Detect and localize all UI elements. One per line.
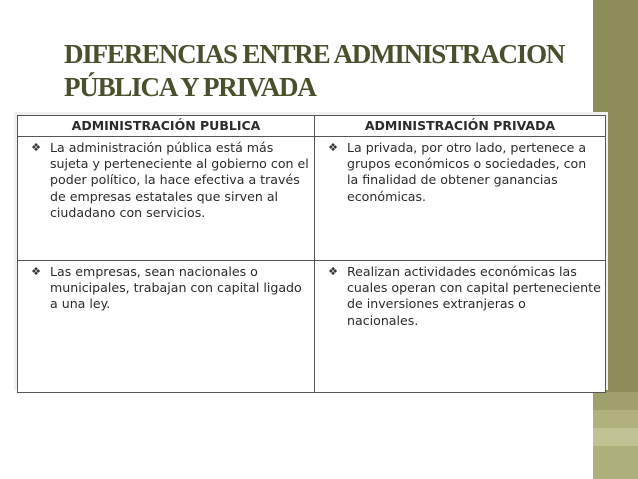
table-cell: [315, 261, 606, 393]
table-cell: [18, 261, 315, 393]
title-line-1: DIFERENCIAS ENTRE ADMINISTRACION: [64, 39, 565, 69]
cell-text: Las empresas, sean nacionales o municipales, trabajan con capital ligado a una ley.: [50, 264, 302, 312]
side-bar-swatch: [593, 428, 638, 446]
diamond-bullet-icon: ❖: [31, 265, 41, 278]
diamond-bullet-icon: ❖: [328, 265, 338, 278]
table-cell: [18, 137, 315, 261]
side-bar-swatch: [593, 392, 638, 410]
table-row: [18, 261, 606, 393]
header-private: ADMINISTRACIÓN PRIVADA: [315, 116, 606, 137]
header-public: ADMINISTRACIÓN PUBLICA: [18, 116, 315, 137]
cell-text: La administración pública está más sujeta y perteneciente al gobierno con el poder político, la hace efectiva a través de empresas estatales que sirven al ciudadano con servicios.: [50, 140, 309, 220]
cell-text: Realizan actividades económicas las cuales operan con capital perteneciente de inversiones extranjeras o nacionales.: [347, 264, 601, 328]
diamond-bullet-icon: ❖: [31, 141, 41, 154]
slide-title: [64, 38, 584, 104]
table-row: [18, 137, 606, 261]
comparison-table: [17, 115, 606, 393]
title-line-2: PÚBLICA Y PRIVADA: [64, 72, 316, 102]
table-cell: [315, 137, 606, 261]
cell-text: La privada, por otro lado, pertenece a grupos económicos o sociedades, con la finalidad de obtener ganancias económicas.: [347, 140, 587, 204]
diamond-bullet-icon: ❖: [328, 141, 338, 154]
comparison-table-image: [14, 112, 608, 390]
side-bar-swatch: [593, 410, 638, 428]
side-bar-swatch: [593, 446, 638, 479]
